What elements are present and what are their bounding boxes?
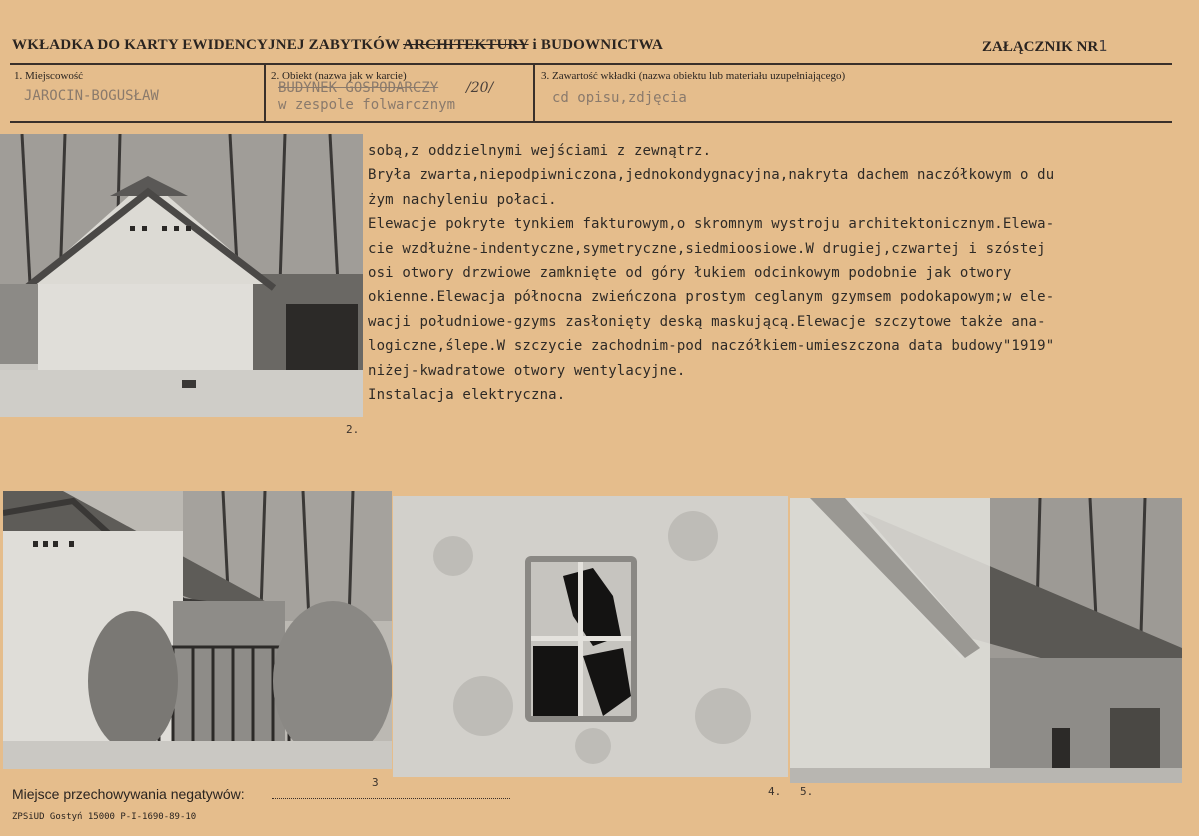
- description-line: cie wzdłużne-indentyczne,symetryczne,siedmioosiowe.W drugiej,czwartej i szóstej: [368, 240, 1046, 257]
- locality-value: JAROCIN-BOGUSŁAW: [24, 88, 159, 104]
- description-line: wacji południowe-gzyms zasłonięty deską maskującą.Elewacje szczytowe także ana-: [368, 313, 1046, 330]
- header-bottom-rule: [10, 121, 1172, 123]
- form-title-part1: WKŁADKA DO KARTY EWIDENCYJNEJ ZABYTKÓW: [12, 37, 400, 53]
- photo-5-roof-corner: [790, 498, 1182, 783]
- contents-label: 3. Zawartość wkładki (nazwa obiektu lub materiału uzupełniającego): [541, 70, 846, 82]
- annex-number: 1: [1098, 37, 1108, 55]
- object-handwritten-number: /20/: [466, 80, 494, 96]
- field-divider-1: [264, 64, 266, 121]
- photo-2-gable-view: [0, 134, 363, 417]
- description-line: osi otwory drzwiowe zamknięte od góry łukiem odcinkowym podobnie jak otwory: [368, 264, 1012, 281]
- form-title-part2: i BUDOWNICTWA: [532, 37, 664, 53]
- description-block: [368, 143, 1054, 411]
- negatives-location-label: Miejsce przechowywania negatywów:: [12, 786, 245, 802]
- contents-value: cd opisu,zdjęcia: [552, 90, 687, 106]
- description-line: Bryła zwarta,niepodpiwniczona,jednokondygnacyjna,nakryta dachem naczółkowym o du: [368, 167, 1055, 184]
- photo-number-4: 4.: [768, 785, 782, 798]
- photo-3-corner-view: [3, 491, 392, 769]
- photo-number-2: 2.: [346, 423, 360, 436]
- photo-number-3: 3: [372, 776, 379, 789]
- printer-imprint: ZPSiUD Gostyń 15000 P-I-1690-89-10: [12, 812, 197, 822]
- description-line: niżej-kwadratowe otwory wentylacyjne.: [368, 362, 686, 379]
- description-line: Elewacje pokryte tynkiem fakturowym,o skromnym wystroju architektonicznym.Elewa-: [368, 216, 1055, 233]
- object-value-line1: BUDYNEK GOSPODARCZY: [278, 80, 439, 96]
- description-line: okienne.Elewacja północna zwieńczona prostym ceglanym gzymsem podokapowym;w ele-: [368, 289, 1055, 306]
- annex-label: [982, 37, 1107, 56]
- object-value-line2: w zespole folwarcznym: [278, 97, 456, 113]
- description-line: Instalacja elektryczna.: [368, 386, 566, 403]
- form-title-struck: ARCHITEKTURY: [403, 37, 529, 53]
- annex-label-text: ZAŁĄCZNIK NR: [982, 39, 1099, 55]
- photo-4-broken-window: [393, 496, 788, 777]
- field-divider-2: [533, 64, 535, 121]
- object-label: 2. Obiekt (nazwa jak w karcie): [271, 70, 407, 82]
- description-line: sobą,z oddzielnymi wejściami z zewnątrz.: [368, 143, 712, 159]
- locality-label: 1. Miejscowość: [14, 70, 84, 82]
- photo-number-5: 5.: [800, 785, 814, 798]
- description-line: logiczne,ślepe.W szczycie zachodnim-pod naczółkiem-umieszczona data budowy"1919": [368, 338, 1055, 355]
- form-title: [12, 37, 663, 54]
- description-line: żym nachyleniu połaci.: [368, 191, 557, 208]
- header-top-rule: [10, 63, 1172, 65]
- negatives-location-field: [272, 798, 510, 799]
